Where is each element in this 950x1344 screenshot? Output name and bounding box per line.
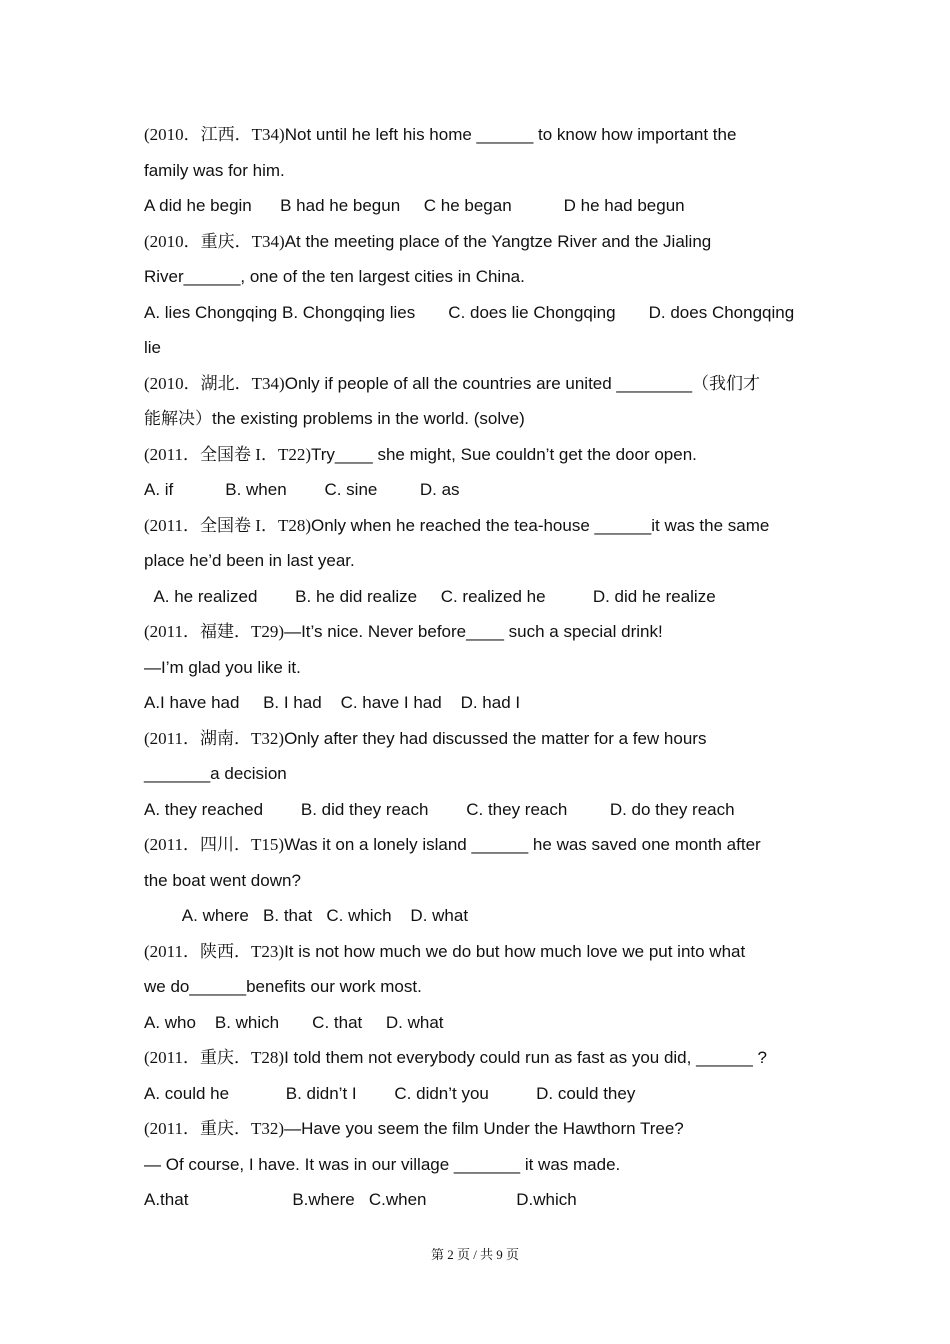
options-line [144, 295, 809, 331]
line-text: we do______benefits our work most. [144, 977, 422, 996]
options-line [144, 330, 809, 366]
text-line [144, 969, 809, 1005]
line-text: family was for him. [144, 160, 285, 180]
options-line [144, 898, 809, 934]
options-line [144, 792, 809, 828]
line-text: I told them not everybody could run as fast as you did, ______ ? [284, 1048, 767, 1067]
text-line [144, 721, 809, 757]
line-text: _______a decision [144, 764, 287, 783]
options-line [144, 472, 809, 508]
line-text: A.I have had B. I had C. have I had D. had I [144, 693, 521, 712]
line-text: A. he realized B. he did realize C. realized he D. did he realize [144, 586, 716, 606]
text-line [144, 863, 809, 899]
text-line [144, 117, 809, 153]
line-text: A.that B.where C.when D.which [144, 1190, 577, 1209]
text-line [144, 756, 809, 792]
text-line [144, 259, 809, 295]
line-text: Not until he left his home ______ to know how important the [284, 125, 737, 144]
text-line [144, 543, 809, 579]
line-text: A did he begin B had he begun C he began D he had begun [144, 196, 685, 215]
line-text: A. could he B. didn’t I C. didn’t you D. could they [144, 1083, 636, 1103]
question-source: (2011．全国卷 I．T28) [144, 515, 311, 535]
text-line [144, 401, 809, 437]
options-line [144, 1005, 809, 1041]
line-text: —Have you seem the film Under the Hawthorn Tree? [284, 1119, 684, 1138]
line-text: Only if people of all the countries are united ________（我们才 [284, 373, 761, 393]
options-line [144, 1076, 809, 1112]
line-text: River______, one of the ten largest cities in China. [144, 267, 525, 286]
text-line [144, 1147, 809, 1183]
line-text: A. who B. which C. that D. what [144, 1012, 444, 1032]
text-line [144, 153, 809, 189]
line-text: Try____ she might, Sue couldn’t get the door open. [311, 444, 697, 464]
text-line [144, 437, 809, 473]
question-source: (2011．重庆．T32) [144, 1119, 285, 1138]
text-line [144, 224, 809, 260]
question-source: (2011．陕西．T23) [144, 941, 285, 961]
line-text: place he’d been in last year. [144, 551, 355, 570]
question-source: (2011．福建．T29) [144, 622, 285, 641]
text-line [144, 508, 809, 544]
question-source: (2010．江西．T34) [144, 125, 285, 144]
question-source: (2010．湖北．T34) [144, 373, 285, 393]
question-source: (2011．四川．T15) [144, 835, 285, 854]
text-line [144, 1111, 809, 1147]
text-line [144, 1040, 809, 1076]
line-text: At the meeting place of the Yangtze River and the Jialing [284, 231, 712, 251]
text-line [144, 934, 809, 970]
line-text: —I’m glad you like it. [144, 657, 301, 677]
line-text: 能解决）the existing problems in the world. (solve) [144, 409, 525, 428]
line-text: A. lies Chongqing B. Chongqing lies C. does lie Chongqing D. does Chongqing [144, 302, 795, 322]
line-text: A. where B. that C. which D. what [144, 906, 469, 925]
options-line [144, 188, 809, 224]
options-line [144, 685, 809, 721]
line-text: Only when he reached the tea-house ______it was the same [311, 515, 770, 535]
text-line [144, 827, 809, 863]
question-source: (2011．湖南．T32) [144, 728, 285, 748]
line-text: Only after they had discussed the matter for a few hours [284, 728, 707, 748]
options-line [144, 1182, 809, 1218]
line-text: — Of course, I have. It was in our village _______ it was made. [144, 1154, 621, 1174]
line-text: It is not how much we do but how much love we put into what [284, 941, 746, 961]
text-line [144, 650, 809, 686]
question-source: (2011．重庆．T28) [144, 1048, 285, 1067]
question-source: (2010．重庆．T34) [144, 231, 285, 251]
line-text: lie [144, 338, 162, 357]
line-text: —It’s nice. Never before____ such a special drink! [284, 622, 663, 641]
text-line [144, 366, 809, 402]
text-line [144, 614, 809, 650]
question-list [144, 117, 809, 1218]
line-text: Was it on a lonely island ______ he was saved one month after [284, 835, 761, 854]
question-source: (2011．全国卷 I．T22) [144, 444, 311, 464]
page-number: 第 2 页 / 共 9 页 [430, 1247, 520, 1262]
line-text: A. if B. when C. sine D. as [144, 480, 460, 499]
line-text: the boat went down? [144, 870, 301, 890]
line-text: A. they reached B. did they reach C. they reach D. do they reach [144, 799, 735, 819]
options-line [144, 579, 809, 615]
